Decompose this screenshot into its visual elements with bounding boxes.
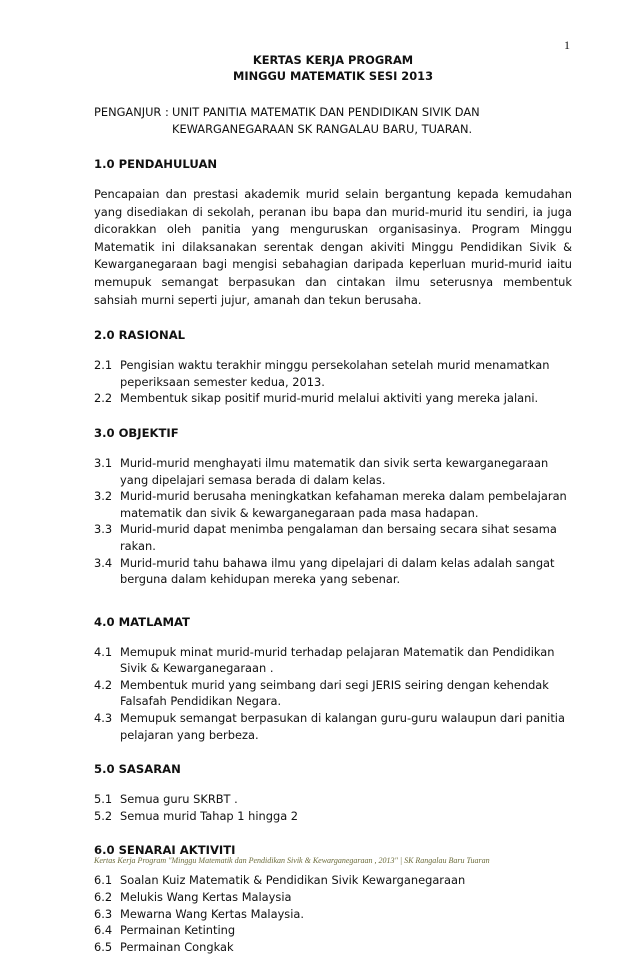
list-item (94, 357, 572, 390)
item-number: 6.1 (94, 873, 113, 888)
section-paragraph-pendahuluan: Pencapaian dan prestasi akademik murid selain bergantung kepada kemudahan yang disediakan di sekolah, peranan ibu bapa dan murid-murid itu sendiri, ia juga dicorakkan oleh panitia yang menguruskan organisasinya. Program Minggu Matematik ini dilaksanakan serentak dengan akiviti Minggu Pendidikan Sivik & Kewarganegaraan bagi mengisi sebahagian daripada keperluan murid-murid iaitu memupuk semangat berpasukan dan cintakan ilmu seterusnya membentuk sahsiah murni seperti jujur, amanah dan tekun berusaha. (94, 187, 572, 307)
section-heading-objektif: 3.0 OBJEKTIF (94, 425, 179, 440)
list-item (94, 791, 572, 808)
item-text: Permainan Ketinting (120, 923, 236, 938)
list-item (94, 922, 572, 939)
item-number: 4.1 (94, 644, 113, 659)
list-item (94, 488, 572, 521)
list-item (94, 808, 572, 825)
item-text: Murid-murid berusaha meningkatkan kefahaman mereka dalam pembelajaran matematik dan sivik & kewarganegaraan pada masa hadapan. (120, 489, 567, 520)
item-number: 5.2 (94, 808, 113, 823)
list-item (94, 644, 572, 677)
section-heading-rasional: 2.0 RASIONAL (94, 328, 186, 343)
list-item (94, 677, 572, 710)
title-line-1: KERTAS KERJA PROGRAM (252, 53, 414, 67)
item-text: Semua guru SKRBT . (120, 792, 238, 807)
organizer-line-2: KEWARGANEGARAAN SK RANGALAU BARU, TUARAN. (172, 122, 473, 136)
organizer-line-1: UNIT PANITIA MATEMATIK DAN PENDIDIKAN SIVIK DAN (172, 105, 480, 119)
item-text: Murid-murid menghayati ilmu matematik dan sivik serta kewarganegaraan yang dipelajari semasa berada di dalam kelas. (120, 455, 549, 487)
item-number: 6.5 (94, 939, 113, 954)
list-item (94, 906, 572, 923)
list-senarai-aktiviti (94, 872, 572, 955)
list-item (94, 455, 572, 488)
item-text: Pengisian waktu terakhir minggu persekolahan setelah murid menamatkan peperiksaan semester kedua, 2013. (120, 358, 550, 389)
item-number: 5.1 (94, 792, 113, 807)
list-item (94, 710, 572, 743)
item-text: Membentuk murid yang seimbang dari segi JERIS seiring dengan kehendak Falsafah Pendidikan Negara. (120, 677, 549, 709)
organizer-label: PENGANJUR : (94, 105, 169, 119)
page-footer: Kertas Kerja Program "Minggu Matematik dan Pendidikan Sivik & Kewarganegaraan , 2013" | SK Rangalau Baru Tuaran (94, 856, 490, 865)
title-line-2: MINGGU MATEMATIK SESI 2013 (233, 69, 433, 83)
list-sasaran (94, 791, 572, 824)
item-number: 3.4 (94, 555, 113, 570)
page-number: 1 (564, 38, 570, 52)
item-text: Mewarna Wang Kertas Malaysia. (120, 906, 305, 921)
list-item (94, 939, 572, 955)
list-item (94, 872, 572, 889)
item-number: 6.4 (94, 923, 113, 938)
item-text: Semua murid Tahap 1 hingga 2 (120, 808, 299, 823)
item-number: 4.2 (94, 677, 113, 692)
list-item (94, 889, 572, 906)
organizer-block (94, 104, 572, 138)
document-title (94, 52, 572, 84)
list-item (94, 521, 572, 554)
section-heading-pendahuluan: 1.0 PENDAHULUAN (94, 157, 218, 171)
item-text: Murid-murid dapat menimba pengalaman dan bersaing secara sihat sesama rakan. (120, 522, 557, 553)
item-text: Melukis Wang Kertas Malaysia (120, 890, 292, 905)
item-text: Memupuk minat murid-murid terhadap pelajaran Matematik dan Pendidikan Sivik & Kewarganegaraan . (120, 644, 555, 676)
item-number: 3.3 (94, 522, 113, 537)
item-text: Memupuk semangat berpasukan di kalangan guru-guru walaupun dari panitia pelajaran yang berbeza. (120, 711, 565, 742)
item-number: 2.2 (94, 391, 113, 406)
item-text: Murid-murid tahu bahawa ilmu yang dipelajari di dalam kelas adalah sangat berguna dalam kehidupan mereka yang sebenar. (120, 555, 555, 587)
item-text: Membentuk sikap positif murid-murid melalui aktiviti yang mereka jalani. (120, 391, 539, 406)
item-number: 2.1 (94, 358, 113, 373)
list-rasional (94, 357, 572, 407)
item-number: 3.2 (94, 489, 113, 504)
item-number: 4.3 (94, 711, 113, 726)
item-number: 3.1 (94, 455, 113, 470)
item-text: Permainan Congkak (120, 939, 234, 954)
item-number: 6.3 (94, 906, 113, 921)
list-matlamat (94, 644, 572, 744)
list-item (94, 555, 572, 588)
section-heading-matlamat: 4.0 MATLAMAT (94, 614, 190, 629)
section-heading-senarai-aktiviti: 6.0 SENARAI AKTIVITI (94, 843, 236, 858)
list-item (94, 390, 572, 407)
item-number: 6.2 (94, 890, 113, 905)
document-body (94, 52, 572, 955)
list-objektif (94, 455, 572, 588)
item-text: Soalan Kuiz Matematik & Pendidikan Sivik Kewarganegaraan (120, 873, 466, 888)
section-heading-sasaran: 5.0 SASARAN (94, 762, 181, 777)
